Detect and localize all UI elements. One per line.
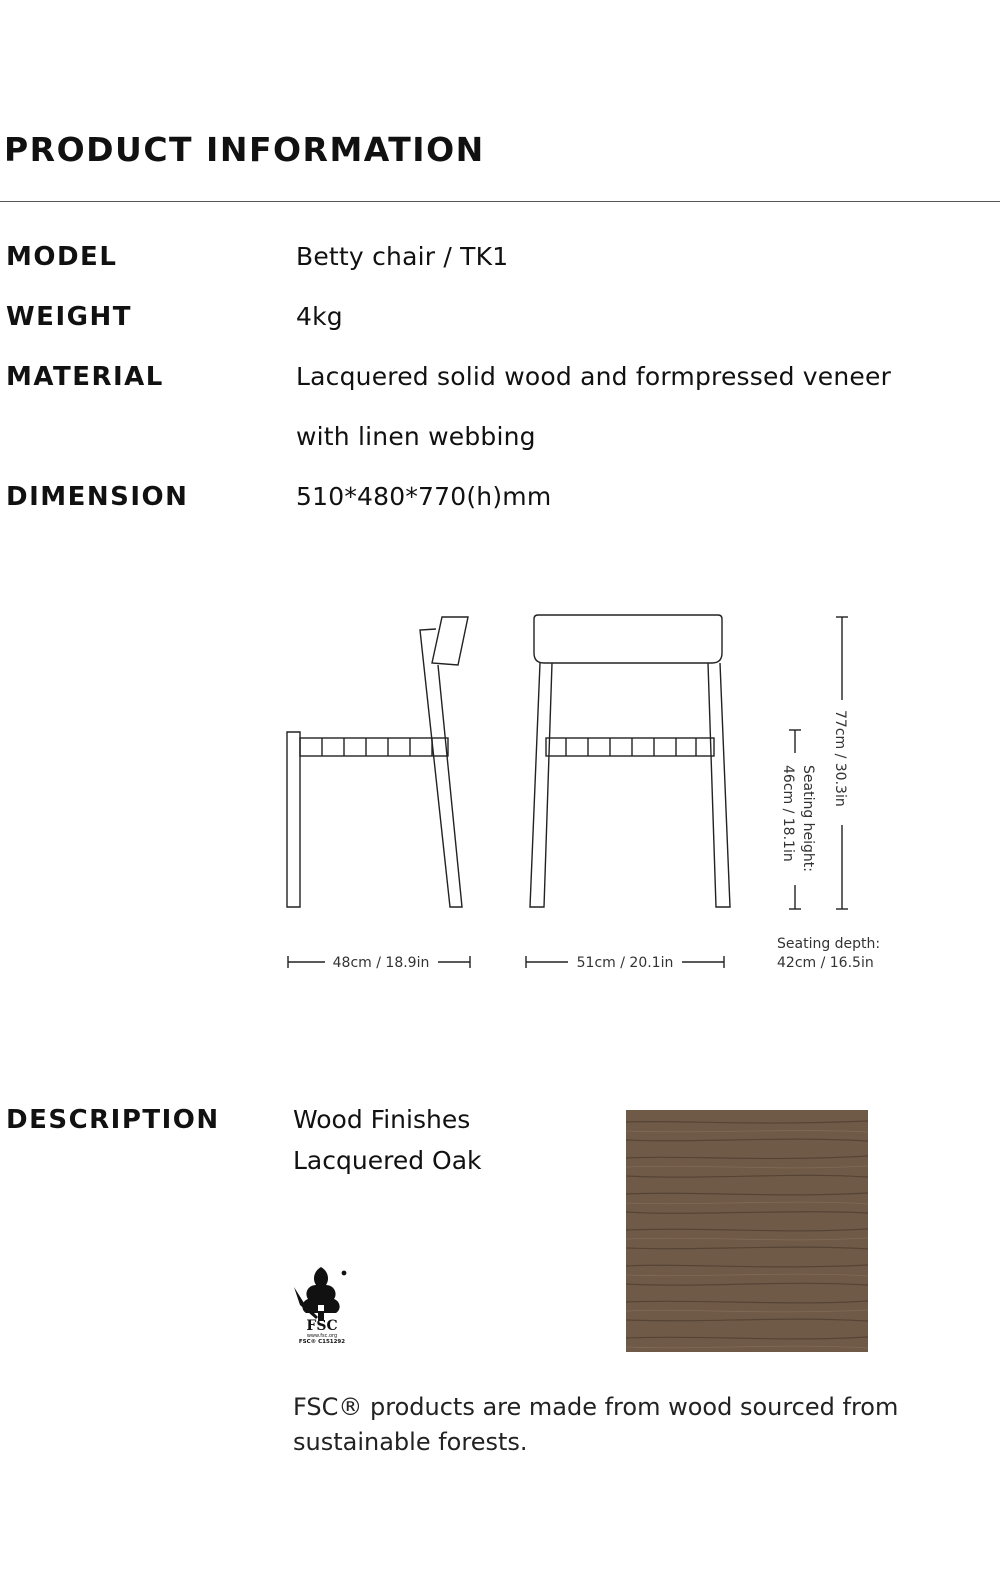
weight-label: WEIGHT	[6, 302, 132, 332]
chair-front-view	[530, 615, 730, 907]
seat-height-value: 46cm / 18.1in	[780, 765, 796, 862]
material-value-line1: Lacquered solid wood and formpressed veneer	[296, 362, 892, 391]
total-height-label: 77cm / 30.3in	[832, 710, 848, 807]
material-value-line2: with linen webbing	[296, 422, 536, 451]
page-title: PRODUCT INFORMATION	[4, 130, 485, 169]
wood-finish-title: Wood Finishes	[293, 1105, 471, 1134]
model-label: MODEL	[6, 242, 118, 272]
side-width-label: 48cm / 18.9in	[332, 955, 430, 971]
weight-value: 4kg	[296, 302, 343, 331]
dimension-label: DIMENSION	[6, 482, 189, 512]
fsc-logo-text: FSC	[306, 1318, 338, 1334]
wood-finish-name: Lacquered Oak	[293, 1146, 482, 1175]
chair-side-view	[287, 617, 468, 907]
seat-depth-title: Seating depth:	[777, 936, 881, 952]
material-label: MATERIAL	[6, 362, 164, 392]
seat-depth-value: 42cm / 16.5in	[777, 955, 874, 971]
description-label: DESCRIPTION	[6, 1105, 220, 1135]
fsc-code: FSC® C151292	[298, 1339, 346, 1343]
dimension-value: 510*480*770(h)mm	[296, 482, 552, 511]
fsc-note: FSC® products are made from wood sourced from sustainable forests.	[293, 1393, 899, 1456]
divider	[0, 201, 1000, 202]
fsc-logo	[290, 1265, 354, 1343]
seat-height-title: Seating height:	[800, 765, 816, 873]
lacquered-oak-swatch	[626, 1110, 868, 1352]
model-value: Betty chair / TK1	[296, 242, 509, 271]
fsc-url: www.fsc.org	[306, 1333, 338, 1339]
chair-dimension-drawing	[270, 605, 910, 995]
front-width-label: 51cm / 20.1in	[576, 955, 674, 971]
